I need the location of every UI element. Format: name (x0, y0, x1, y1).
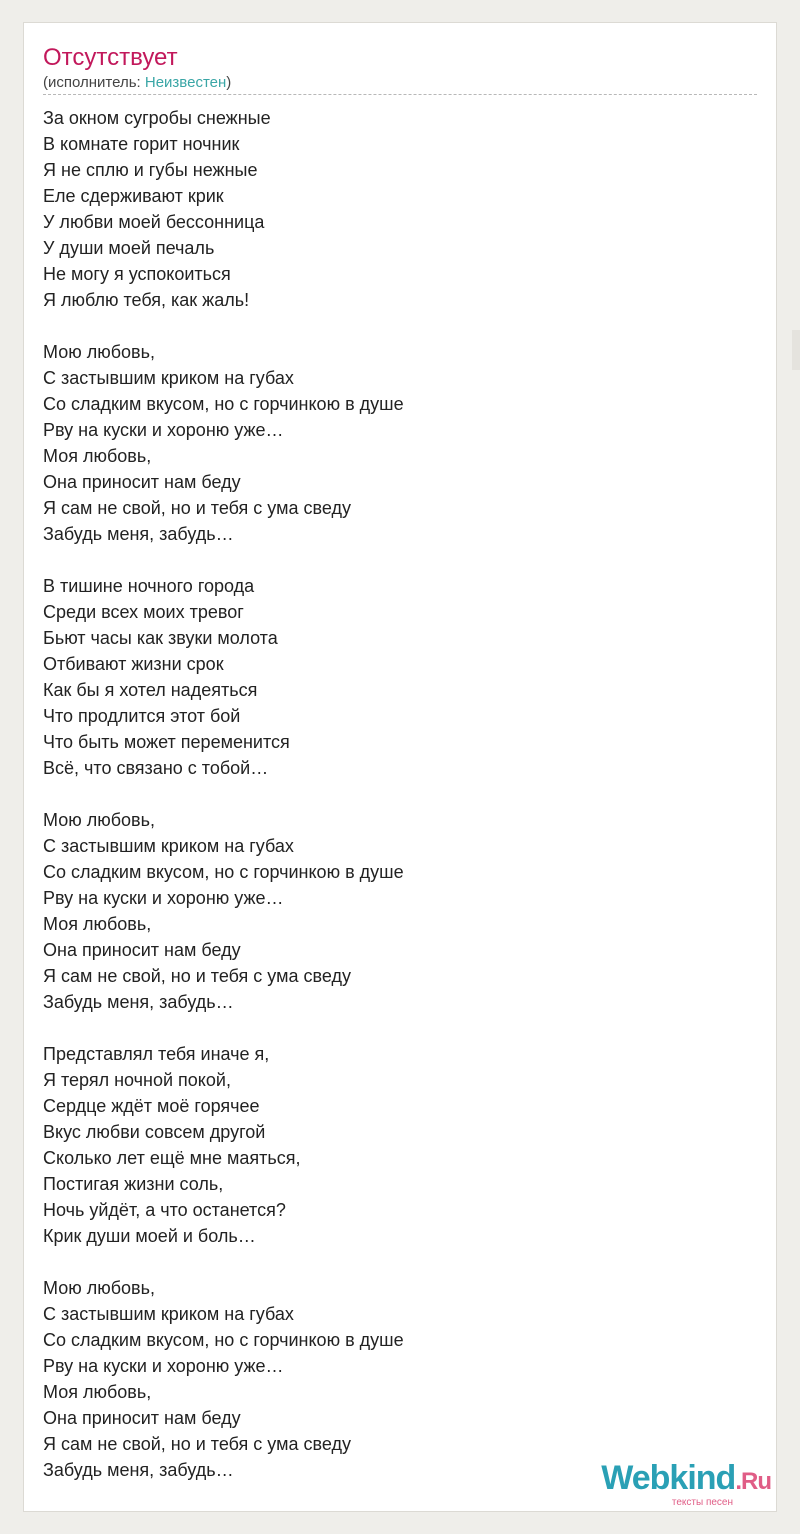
lyric-line: Что продлится этот бой (43, 706, 241, 726)
lyric-line: У души моей печаль (43, 238, 215, 258)
lyric-line: Сколько лет ещё мне маяться, (43, 1148, 301, 1168)
title-divider (43, 94, 757, 95)
lyrics-stanza (43, 339, 753, 547)
lyric-line: Рву на куски и хороню уже… (43, 1356, 284, 1376)
lyric-line: Отбивают жизни срок (43, 654, 224, 674)
lyric-line: Забудь меня, забудь… (43, 992, 234, 1012)
lyric-line: Мою любовь, (43, 810, 155, 830)
lyric-line: Ночь уйдёт, а что останется? (43, 1200, 286, 1220)
lyric-line: Моя любовь, (43, 446, 152, 466)
site-logo[interactable] (571, 1459, 771, 1508)
lyric-line: Я люблю тебя, как жаль! (43, 290, 250, 310)
lyrics-stanza (43, 807, 753, 1015)
lyric-line: С застывшим криком на губах (43, 836, 294, 856)
lyric-line: Я не сплю и губы нежные (43, 160, 258, 180)
lyric-line: В тишине ночного города (43, 576, 255, 596)
lyric-line: С застывшим криком на губах (43, 368, 294, 388)
lyric-line: Рву на куски и хороню уже… (43, 888, 284, 908)
lyric-line: Что быть может переменится (43, 732, 290, 752)
lyric-line: Со сладким вкусом, но с горчинкою в душе (43, 1330, 404, 1350)
lyric-line: За окном сугробы снежные (43, 108, 271, 128)
lyric-line: Еле сдерживают крик (43, 186, 224, 206)
song-title: Отсутствует (43, 44, 178, 71)
lyric-line: Крик души моей и боль… (43, 1226, 256, 1246)
lyric-line: Представлял тебя иначе я, (43, 1044, 270, 1064)
lyric-line: Постигая жизни соль, (43, 1174, 224, 1194)
lyric-line: Она приносит нам беду (43, 940, 241, 960)
lyrics-stanza (43, 105, 753, 313)
scrollbar-thumb[interactable] (792, 330, 800, 370)
lyric-line: С застывшим криком на губах (43, 1304, 294, 1324)
lyric-line: Как бы я хотел надеяться (43, 680, 258, 700)
artist-link[interactable]: Неизвестен (144, 74, 227, 91)
lyric-line: Сердце ждёт моё горячее (43, 1096, 260, 1116)
lyric-line: Мою любовь, (43, 1278, 155, 1298)
lyric-line: Она приносит нам беду (43, 1408, 241, 1428)
lyric-line: Бьют часы как звуки молота (43, 628, 278, 648)
lyric-line: Я терял ночной покой, (43, 1070, 231, 1090)
lyric-line: Со сладким вкусом, но с горчинкою в душе (43, 862, 404, 882)
lyric-line: Моя любовь, (43, 1382, 152, 1402)
lyric-line: Вкус любви совсем другой (43, 1122, 266, 1142)
logo-tld: .Ru (735, 1468, 771, 1495)
artist-prefix: (исполнитель: (43, 74, 145, 91)
lyric-line: В комнате горит ночник (43, 134, 240, 154)
lyrics-stanza (43, 1041, 753, 1249)
lyric-line: Мою любовь, (43, 342, 155, 362)
lyrics-card (23, 22, 777, 1512)
lyric-line: Рву на куски и хороню уже… (43, 420, 284, 440)
lyrics-text (43, 105, 753, 1509)
artist-line (43, 73, 231, 93)
lyrics-stanza (43, 1275, 753, 1483)
lyric-line: Я сам не свой, но и тебя с ума сведу (43, 966, 351, 986)
lyric-line: Забудь меня, забудь… (43, 1460, 234, 1480)
lyrics-stanza (43, 573, 753, 781)
lyric-line: Не могу я успокоиться (43, 264, 231, 284)
lyric-line: Я сам не свой, но и тебя с ума сведу (43, 1434, 351, 1454)
artist-suffix: ) (226, 74, 232, 91)
lyric-line: Забудь меня, забудь… (43, 524, 234, 544)
lyric-line: Всё, что связано с тобой… (43, 758, 269, 778)
logo-text (571, 1461, 771, 1499)
logo-tagline: тексты песен (671, 1497, 733, 1508)
lyric-line: Я сам не свой, но и тебя с ума сведу (43, 498, 351, 518)
lyric-line: Со сладким вкусом, но с горчинкою в душе (43, 394, 404, 414)
lyric-line: Среди всех моих тревог (43, 602, 244, 622)
lyric-line: Моя любовь, (43, 914, 152, 934)
lyric-line: У любви моей бессонница (43, 212, 265, 232)
logo-name: Webkind (601, 1459, 736, 1497)
lyric-line: Она приносит нам беду (43, 472, 241, 492)
